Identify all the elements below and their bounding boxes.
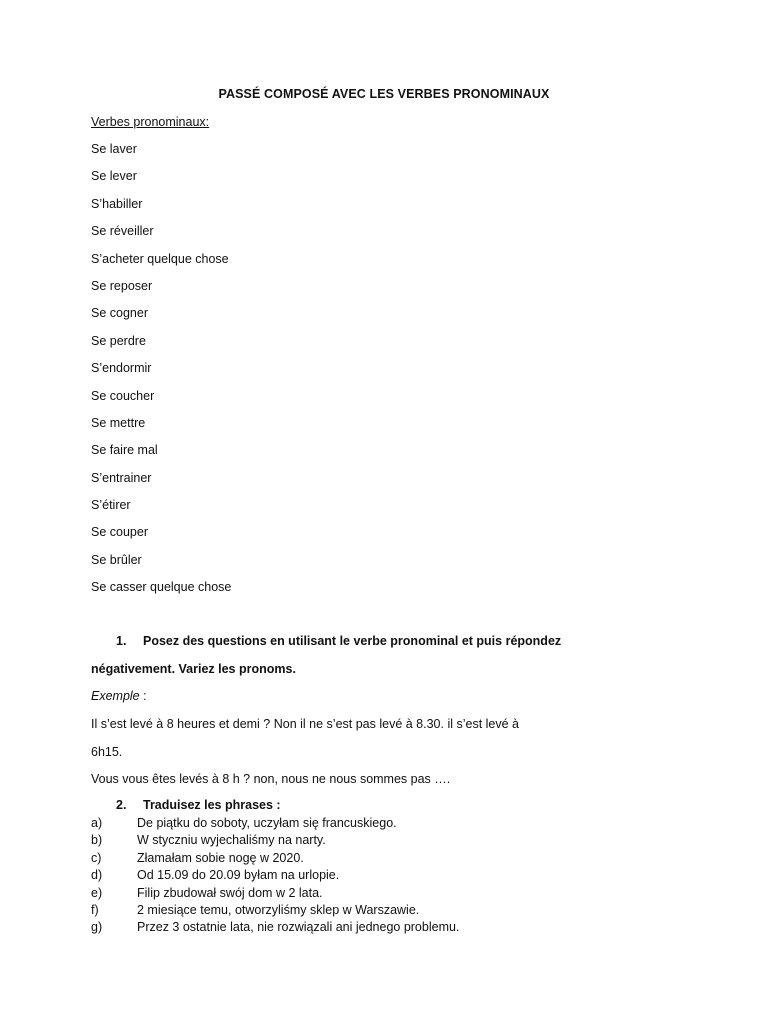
list-item <box>91 868 459 885</box>
exercise-2-number: 2. <box>116 798 127 812</box>
exercise-1-instruction: Posez des questions en utilisant le verbe pronominal et puis répondez <box>143 634 562 648</box>
item-text: Złamałam sobie nogę w 2020. <box>137 850 304 865</box>
verb-item: S’étirer <box>91 498 131 513</box>
item-letter: g) <box>91 920 103 935</box>
item-letter: f) <box>91 902 99 917</box>
verb-item: S’entrainer <box>91 470 152 485</box>
list-item <box>91 886 459 903</box>
exercise-1-heading <box>91 634 561 648</box>
verb-item: Se laver <box>91 142 137 156</box>
verb-item: Se mettre <box>91 415 146 430</box>
exercise-1-instruction-cont: négativement. Variez les pronoms. <box>91 662 296 676</box>
item-letter: b) <box>91 833 103 848</box>
verb-item: Se brûler <box>91 552 142 567</box>
item-text: De piątku do soboty, uczyłam się francuskiego. <box>137 816 397 830</box>
verb-item: S’habiller <box>91 196 143 211</box>
example-line: 6h15. <box>91 745 123 759</box>
item-letter: c) <box>91 850 102 865</box>
verb-item: Se couper <box>91 525 148 540</box>
verb-item: Se reposer <box>91 278 153 293</box>
verb-item: S’endormir <box>91 361 152 376</box>
list-item <box>91 833 459 850</box>
verb-item: Se réveiller <box>91 224 154 239</box>
list-item <box>91 920 459 937</box>
verb-item: S’acheter quelque chose <box>91 251 229 266</box>
example-label: Exemple <box>91 689 140 703</box>
verb-item: Se lever <box>91 169 137 184</box>
verb-item: Se faire mal <box>91 443 158 458</box>
verb-item: Se coucher <box>91 388 155 403</box>
list-item <box>91 903 459 920</box>
example-line: Vous vous êtes levés à 8 h ? non, nous ne nous sommes pas …. <box>91 772 451 786</box>
example-line: Il s’est levé à 8 heures et demi ? Non il ne s’est pas levé à 8.30. il s’est levé à <box>91 717 520 731</box>
item-text: W styczniu wyjechaliśmy na narty. <box>137 833 326 848</box>
page-title: PASSÉ COMPOSÉ AVEC LES VERBES PRONOMINAUX <box>218 87 550 101</box>
verb-item: Se perdre <box>91 333 146 348</box>
section-subtitle: Verbes pronominaux: <box>91 115 210 129</box>
verb-list <box>91 142 231 608</box>
item-letter: a) <box>91 816 103 830</box>
exercise-1-number: 1. <box>116 634 127 648</box>
list-item <box>91 851 459 868</box>
verb-item: Se cogner <box>91 306 148 321</box>
item-text: 2 miesiące temu, otworzyliśmy sklep w Warszawie. <box>137 902 420 917</box>
example-label-line <box>91 689 147 703</box>
item-letter: e) <box>91 885 103 900</box>
item-text: Przez 3 ostatnie lata, nie rozwiązali ani jednego problemu. <box>137 920 460 935</box>
translation-list <box>91 816 459 938</box>
item-text: Od 15.09 do 20.09 byłam na urlopie. <box>137 868 340 883</box>
item-letter: d) <box>91 868 103 883</box>
item-text: Filip zbudował swój dom w 2 lata. <box>137 885 323 900</box>
exercise-2-heading <box>91 798 281 812</box>
list-item <box>91 816 459 833</box>
exercise-2-instruction: Traduisez les phrases : <box>143 798 281 812</box>
example-colon: : <box>139 689 147 703</box>
verb-item: Se casser quelque chose <box>91 580 232 595</box>
